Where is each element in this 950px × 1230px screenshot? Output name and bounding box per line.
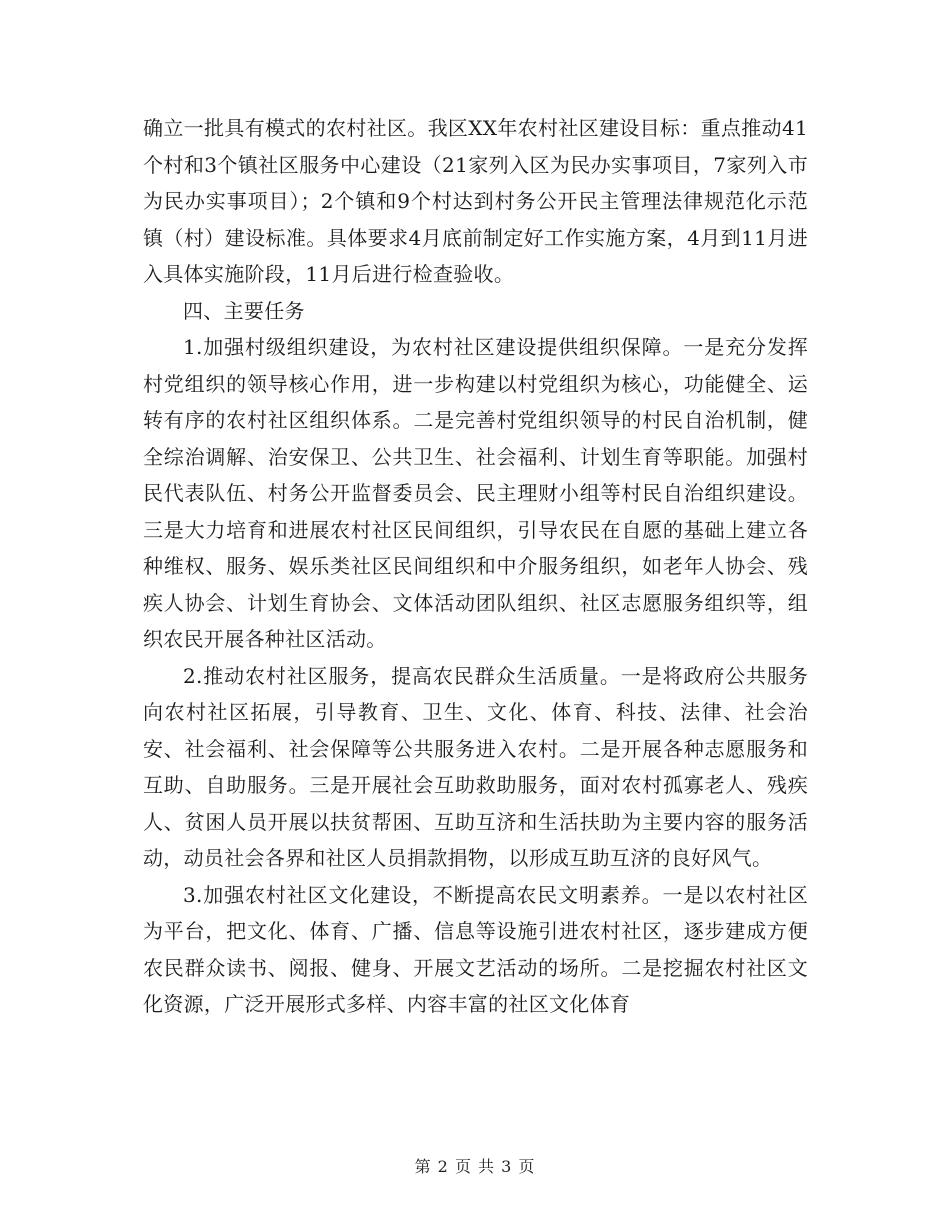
paragraph-task-1: 1.加强村级组织建设，为农村社区建设提供组织保障。一是充分发挥村党组织的领导核心作用，进一步构建以村党组织为核心，功能健全、运转有序的农村社区组织体系。二是完善村党组织领导的村民自治机制，健全综治调解、治安保卫、公共卫生、社会福利、计划生育等职能。加强村民代表队伍、村务公开监督委员会、民主理财小组等村民自治组织建设。三是大力培育和进展农村社区民间组织，引导农民在自愿的基础上建立各种维权、服务、娱乐类社区民间组织和中介服务组织，如老年人协会、残疾人协会、计划生育协会、文体活动团队组织、社区志愿服务组织等，组织农民开展各种社区活动。 (143, 335, 808, 651)
section-heading-main-tasks: 四、主要任务 (183, 298, 305, 323)
paragraph-goals: 确立一批具有模式的农村社区。我区XX年农村社区建设目标：重点推动41个村和3个镇社区服务中心建设（21家列入区为民办实事项目，7家列入市为民办实事项目）；2个镇和9个村达到村务公开民主管理法律规范化示范镇（村）建设标准。具体要求4月底前制定好工作实施方案，4月到11月进入具体实施阶段，11月后进行检查验收。 (143, 116, 808, 286)
paragraph-task-2: 2.推动农村社区服务，提高农民群众生活质量。一是将政府公共服务向农村社区拓展，引导教育、卫生、文化、体育、科技、法律、社会治安、社会福利、社会保障等公共服务进入农村。二是开展各种志愿服务和互助、自助服务。三是开展社会互助救助服务，面对农村孤寡老人、残疾人、贫困人员开展以扶贫帮困、互助互济和生活扶助为主要内容的服务活动，动员社会各界和社区人员捐款捐物，以形成互助互济的良好风气。 (143, 663, 808, 870)
page-footer: 第 2 页 共 3 页 (414, 1157, 536, 1176)
paragraph-task-3: 3.加强农村社区文化建设，不断提高农民文明素养。一是以农村社区为平台，把文化、体育、广播、信息等设施引进农村社区，逐步建成方便农民群众读书、阅报、健身、开展文艺活动的场所。二是挖掘农村社区文化资源，广泛开展形式多样、内容丰富的社区文化体育 (143, 882, 808, 1016)
document-body (143, 110, 808, 1023)
